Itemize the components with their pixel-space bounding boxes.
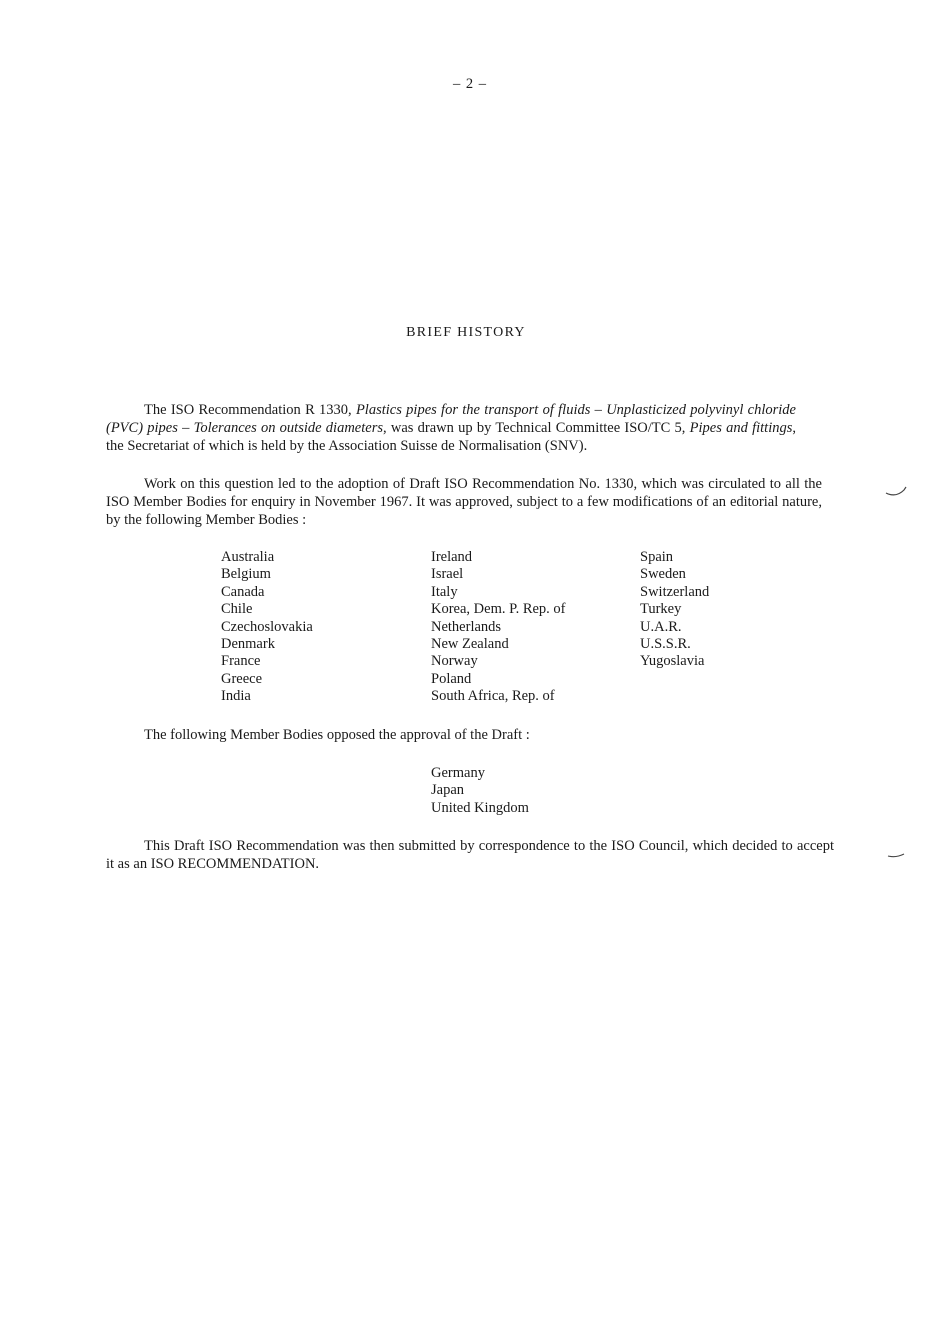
member-body-name: Turkey bbox=[640, 601, 682, 618]
history-paragraph-4: This Draft ISO Recommendation was then submitted by correspondence to the ISO Council, which decided to accept it as an ISO RECOMMENDATION. bbox=[106, 838, 834, 872]
member-body-name: Belgium bbox=[221, 566, 271, 583]
member-body-name: Canada bbox=[221, 583, 265, 600]
member-body-name: U.A.R. bbox=[640, 618, 682, 635]
member-body-name: Germany bbox=[431, 765, 485, 781]
member-body-name: Denmark bbox=[221, 635, 275, 652]
member-body-name: Norway bbox=[431, 653, 478, 670]
member-body-name: Netherlands bbox=[431, 618, 502, 635]
member-body-name: Czechoslovakia bbox=[221, 618, 313, 635]
member-body-name: South Africa, Rep. of bbox=[431, 688, 555, 705]
paragraph-1-text-c: , the Secretariat of which is held by the Association Suisse de Normalisation (SNV). bbox=[106, 420, 797, 454]
member-body-name: Sweden bbox=[640, 566, 686, 583]
member-body-name: Spain bbox=[640, 549, 674, 565]
member-body-name: Poland bbox=[431, 670, 472, 687]
member-body-name: Switzerland bbox=[640, 583, 710, 600]
member-body-name: Japan bbox=[431, 782, 465, 799]
member-body-name: Yugoslavia bbox=[640, 653, 705, 670]
approving-members-column-1 bbox=[221, 549, 313, 706]
member-body-name: Korea, Dem. P. Rep. of bbox=[431, 601, 566, 618]
member-body-name: United Kingdom bbox=[431, 799, 529, 816]
member-body-name: India bbox=[221, 688, 251, 705]
member-body-name: Chile bbox=[221, 601, 253, 618]
member-body-name: Australia bbox=[221, 549, 275, 565]
member-body-name: New Zealand bbox=[431, 635, 509, 652]
paragraph-1-committee-italic: Pipes and fittings bbox=[689, 420, 793, 436]
scan-artifact-mark bbox=[886, 851, 906, 859]
approving-members-column-3 bbox=[640, 549, 709, 671]
scan-artifact-mark bbox=[884, 484, 908, 498]
member-body-name: Israel bbox=[431, 566, 464, 583]
history-paragraph-3: The following Member Bodies opposed the approval of the Draft : bbox=[144, 727, 530, 743]
member-body-name: U.S.S.R. bbox=[640, 635, 691, 652]
member-body-name: France bbox=[221, 653, 261, 670]
paragraph-1-text-b: , was drawn up by Technical Committee ISO/TC 5, bbox=[383, 420, 690, 436]
section-heading: BRIEF HISTORY bbox=[406, 325, 526, 340]
member-body-name: Ireland bbox=[431, 549, 473, 565]
member-body-name: Italy bbox=[431, 583, 458, 600]
approving-members-column-2 bbox=[431, 549, 566, 706]
opposing-members-list bbox=[431, 765, 529, 817]
history-paragraph-1 bbox=[106, 401, 796, 455]
paragraph-1-text-a: The ISO Recommendation R 1330, bbox=[144, 402, 356, 418]
paragraph-1-title-italic: Plastics pipes for the transport of fluids – Unplasticized polyvinyl chloride (PVC) pipes – Tolerances on outside diameters bbox=[106, 402, 796, 436]
page-number: – 2 – bbox=[453, 76, 487, 92]
history-paragraph-2: Work on this question led to the adoption of Draft ISO Recommendation No. 1330, which was circulated to all the ISO Member Bodies for enquiry in November 1967. It was approved, subject to a few modifications of an editorial nature, by the following Member Bodies : bbox=[106, 476, 822, 528]
member-body-name: Greece bbox=[221, 670, 263, 687]
